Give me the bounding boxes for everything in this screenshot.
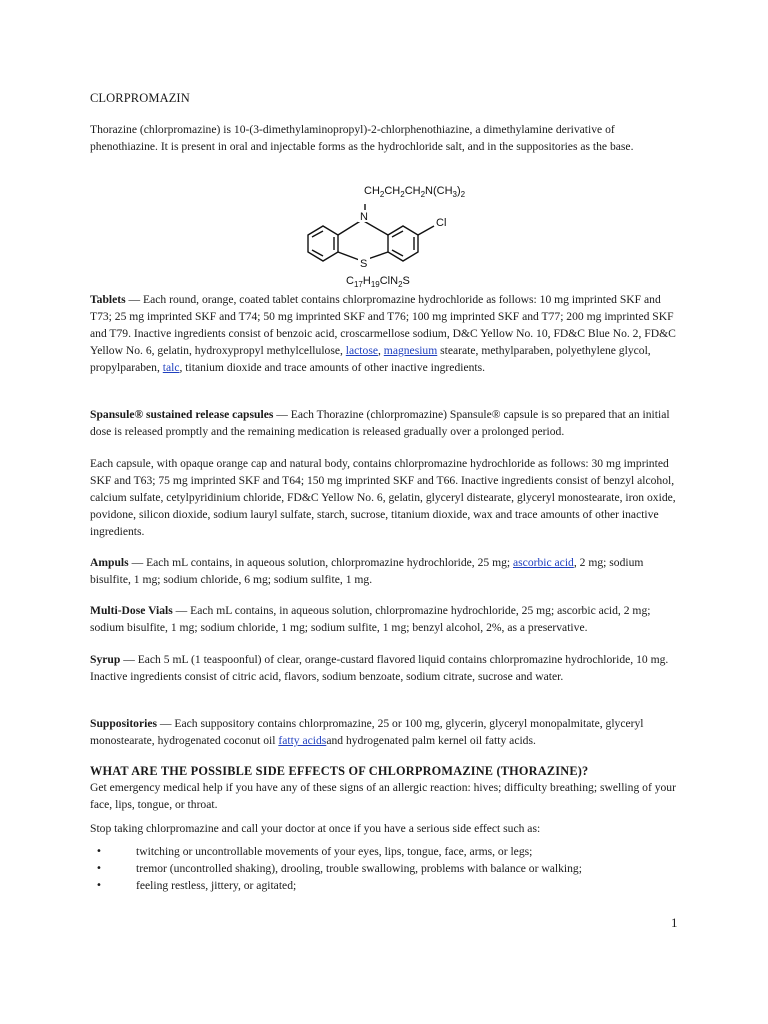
ascorbic-acid-link[interactable]: ascorbic acid: [513, 556, 574, 569]
stop-paragraph: [90, 820, 676, 837]
intro-paragraph: [90, 121, 676, 155]
structure-side-chain: $CH_2CH_2CH_2N(CH_3)_2$: [364, 185, 466, 199]
list-item-text: twitching or uncontrollable movements of your eyes, lips, tongue, face, arms, or legs;: [136, 845, 533, 858]
talc-link[interactable]: talc: [162, 361, 180, 374]
bullet-icon: •: [96, 863, 102, 874]
syrup-text: — Each 5 mL (1 teaspoonful) of clear, orange-custard flavored liquid contains chlorpromazine hydrochloride, 10 mg. Inactive ingredients consist of citric acid, flavors, sodium benzoate, sodium citrate, sucrose and water.: [90, 653, 669, 683]
bullet-icon: •: [96, 846, 102, 857]
ampuls-paragraph: [90, 554, 676, 588]
tablets-text: — Each round, orange, coated tablet contains chlorpromazine hydrochloride as follows: 10 mg imprinted SKF and T73; 25 mg imprinted SKF and T74; 50 mg imprinted SKF and T76; 100 mg imprinted SKF and T77; 200 mg imprinted SKF and T79. Inactive ingredients consist of benzoic acid, croscarmellose sodium, D&C Yellow No. 10, FD&C Blue No. 2, FD&C Yellow No. 6, gelatin, hydroxypropyl methylcellulose,: [90, 293, 676, 357]
tablets-text: , titanium dioxide and trace amounts of other inactive ingredients.: [179, 361, 486, 374]
ampuls-label: Ampuls: [90, 556, 129, 569]
syrup-paragraph: [90, 651, 676, 685]
bullet-icon: •: [96, 880, 102, 891]
allergy-paragraph: [90, 779, 676, 813]
lactose-link[interactable]: lactose: [345, 344, 378, 357]
list-item: [90, 843, 680, 860]
stop-text: Stop taking chlorpromazine and call your doctor at once if you have a serious side effect such as:: [90, 822, 541, 835]
ampuls-text: , 2 mg; sodium bisulfite, 1 mg; sodium chloride, 6 mg; sodium sulfite, 1 mg.: [90, 556, 644, 586]
list-item: [90, 860, 680, 877]
suppositories-text: and hydrogenated palm kernel oil fatty acids.: [326, 734, 536, 747]
suppositories-text: — Each suppository contains chlorpromazine, 25 or 100 mg, glycerin, glyceryl monopalmitate, glyceryl monostearate, hydrogenated coconut oil: [90, 717, 644, 747]
document-title: CLORPROMAZIN: [90, 91, 190, 105]
spansule-paragraph: [90, 406, 676, 440]
structure-formula: $C_{17}H_{19}ClN_2S$: [346, 275, 410, 289]
list-item-text: feeling restless, jittery, or agitated;: [136, 879, 297, 892]
ampuls-text: — Each mL contains, in aqueous solution, chlorpromazine hydrochloride, 25 mg;: [128, 556, 514, 569]
side-effects-heading: WHAT ARE THE POSSIBLE SIDE EFFECTS OF CHLORPROMAZINE (THORAZINE)?: [90, 764, 589, 778]
capsule-paragraph: [90, 455, 676, 540]
chemical-structure-figure: [298, 180, 478, 290]
list-item-text: tremor (uncontrolled shaking), drooling, trouble swallowing, problems with balance or walking;: [136, 862, 582, 875]
capsule-text: Each capsule, with opaque orange cap and natural body, contains chlorpromazine hydrochloride as follows: 30 mg imprinted SKF and T63; 75 mg imprinted SKF and T64; 150 mg imprinted SKF and T66. Inactive ingredients consist of benzyl alcohol, calcium sulfate, cetylpyridinium chloride, FD&C Yellow No. 6, gelatin, glyceryl distearate, glyceryl monostearate, iron oxide, povidone, silicon dioxide, sodium lauryl sulfate, starch, sucrose, titanium dioxide, wax and trace amounts of other inactive ingredients.: [90, 457, 676, 538]
side-effects-list: [90, 843, 680, 894]
tablets-text: stearate, methylparaben, polyethylene glycol, propylparaben,: [90, 344, 651, 374]
syrup-label: Syrup: [90, 653, 121, 666]
structure-cl-label: Cl: [436, 217, 447, 229]
intro-text: Thorazine (chlorpromazine) is 10-(3-dimethylaminopropyl)-2-chlorphenothiazine, a dimethylamine derivative of phenothiazine. It is present in oral and injectable forms as the hydrochloride salt, and in the suppositories as the base.: [90, 123, 634, 153]
allergy-text: Get emergency medical help if you have any of these signs of an allergic reaction: hives; difficulty breathing; swelling of your face, lips, tongue, or throat.: [90, 781, 676, 811]
suppositories-label: Suppositories: [90, 717, 158, 730]
list-item: [90, 877, 680, 894]
suppositories-paragraph: [90, 715, 676, 749]
spansule-label: Spansule® sustained release capsules: [90, 408, 274, 421]
tablets-text: ,: [378, 344, 384, 357]
page-number: 1: [671, 915, 678, 930]
spansule-text: — Each Thorazine (chlorpromazine) Spansule® capsule is so prepared that an initial dose is released promptly and the remaining medication is released gradually over a prolonged period.: [90, 408, 670, 438]
tablets-label: Tablets: [90, 293, 126, 306]
fatty-acids-link[interactable]: fatty acids: [278, 734, 327, 747]
vials-paragraph: [90, 602, 676, 636]
structure-n-label: N: [360, 211, 368, 223]
structure-s-label: S: [360, 258, 368, 270]
vials-text: — Each mL contains, in aqueous solution, chlorpromazine hydrochloride, 25 mg; ascorbic acid, 2 mg; sodium bisulfite, 1 mg; sodium chloride, 1 mg; sodium sulfite, 1 mg; benzyl alcohol, 2%, as a preservative.: [90, 604, 651, 634]
tablets-paragraph: [90, 291, 676, 376]
vials-label: Multi-Dose Vials: [90, 604, 173, 617]
structure-bonds: [308, 204, 434, 261]
magnesium-link[interactable]: magnesium: [383, 344, 438, 357]
